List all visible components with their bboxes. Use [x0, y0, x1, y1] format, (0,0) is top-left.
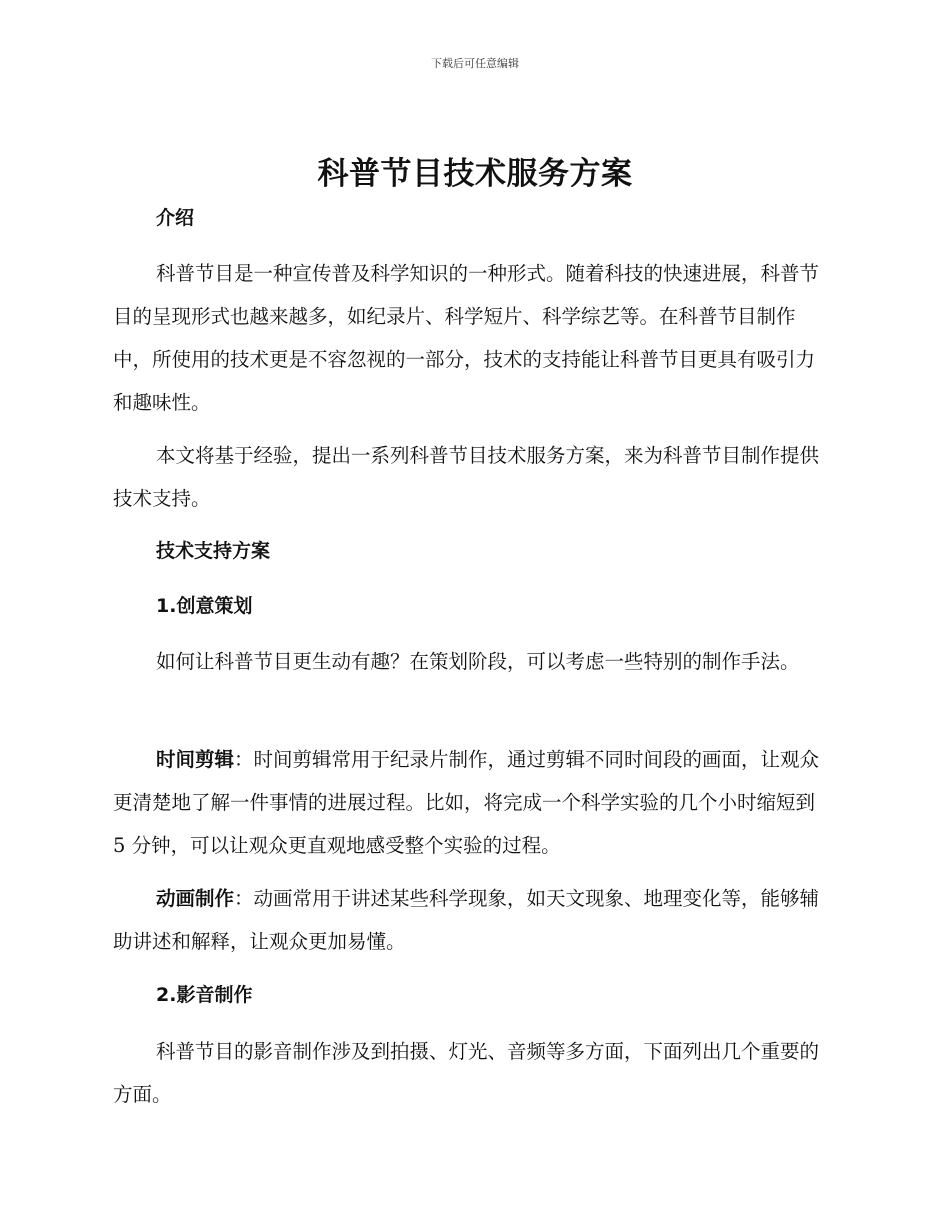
intro-paragraph-1: 科普节目是一种宣传普及科学知识的一种形式。随着科技的快速进展，科普节目的呈现形式也越来越多，如纪录片、科学短片、科学综艺等。在科普节目制作中，所使用的技术更是不容忽视的一部分，技术的支持能让科普节目更具有吸引力和趣味性。 — [113, 262, 820, 414]
section-1-paragraph: 如何让科普节目更生动有趣？在策划阶段，可以考虑一些特别的制作手法。 — [156, 650, 800, 673]
intro-paragraph-2: 本文将基于经验，提出一系列科普节目技术服务方案，来为科普节目制作提供技术支持。 — [113, 444, 820, 510]
time-editing-text: ：时间剪辑常用于纪录片制作，通过剪辑不同时间段的画面，让观众更清楚地了解一件事情的进展过程。比如，将完成一个科学实验的几个小时缩短到 5 分钟，可以让观众更直观地感受整个实验的过程。 — [113, 748, 820, 857]
page-header: 下载后可任意编辑 — [431, 57, 519, 70]
section-2-heading: 2.影音制作 — [156, 984, 253, 1006]
tech-support-heading: 技术支持方案 — [156, 540, 271, 562]
time-editing-label: 时间剪辑 — [156, 748, 235, 771]
animation-label: 动画制作 — [156, 887, 235, 910]
animation-paragraph — [113, 877, 829, 963]
section-1-heading: 1.创意策划 — [156, 595, 253, 617]
intro-heading: 介绍 — [156, 207, 195, 229]
time-editing-paragraph — [113, 738, 829, 867]
animation-text: ：动画常用于讲述某些科学现象，如天文现象、地理变化等，能够辅助讲述和解释，让观众更加易懂。 — [113, 887, 820, 953]
section-2-paragraph: 科普节目的影音制作涉及到拍摄、灯光、音频等多方面，下面列出几个重要的方面。 — [113, 1040, 820, 1106]
document-title: 科普节目技术服务方案 — [317, 156, 633, 192]
